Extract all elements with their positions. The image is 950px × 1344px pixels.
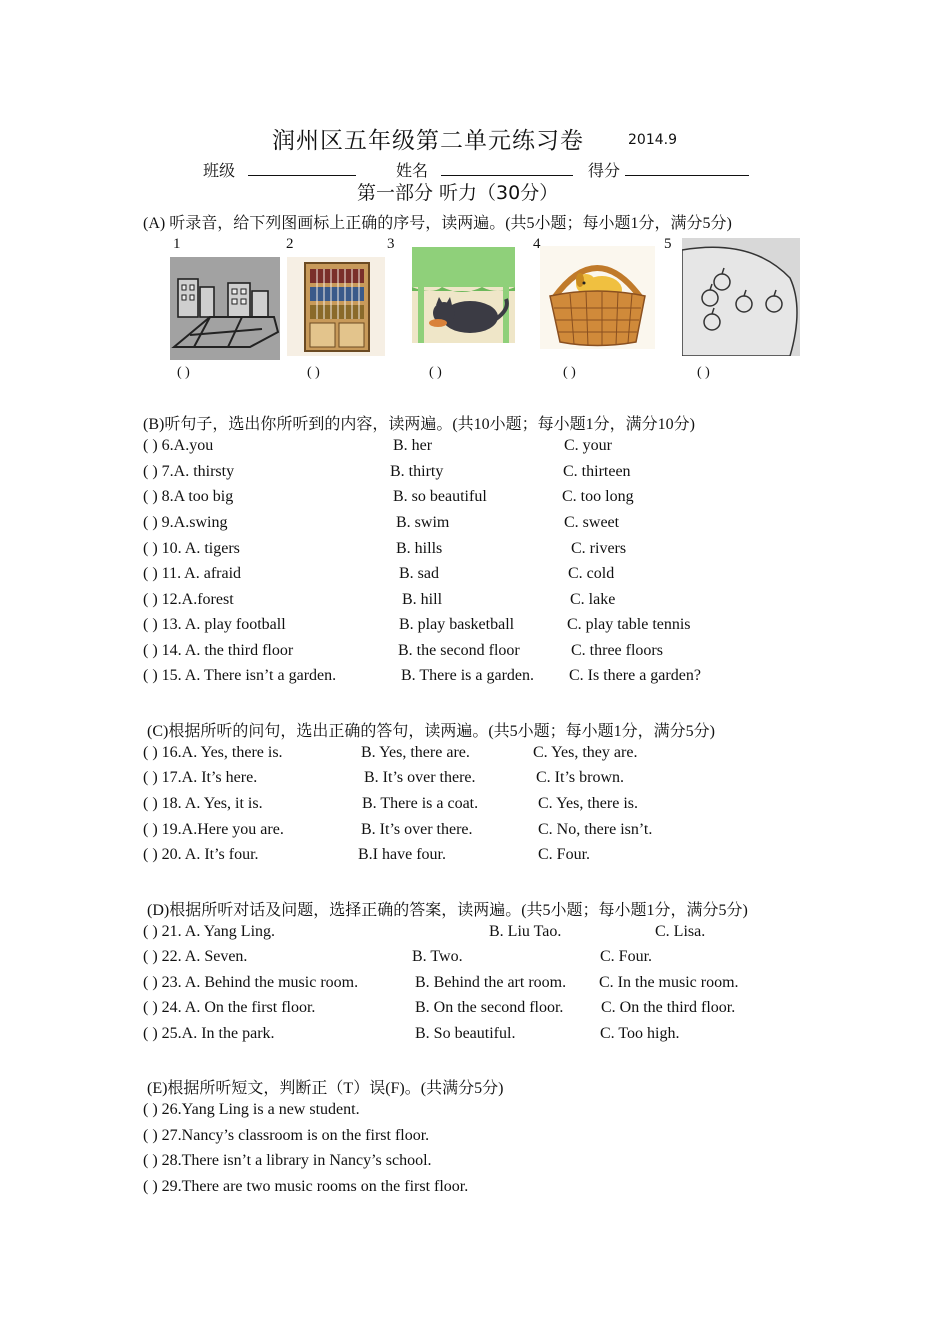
option-c: C. Yes, they are. <box>533 744 638 761</box>
question-stem[interactable]: ( ) 13. A. play football <box>143 616 286 633</box>
option-b: B. Behind the art room. <box>415 974 567 991</box>
score-blank[interactable] <box>625 161 749 176</box>
answer-blank-3[interactable]: ( ) <box>429 365 442 380</box>
picture-dog-in-basket <box>540 246 655 349</box>
class-field <box>203 158 356 181</box>
option-b: B. Liu Tao. <box>489 923 562 940</box>
option-b: B. It’s over there. <box>364 769 476 786</box>
statement[interactable]: ( ) 29.There are two music rooms on the first floor. <box>143 1178 469 1195</box>
option-c: C. Too high. <box>600 1025 680 1042</box>
question-stem[interactable]: ( ) 20. A. It’s four. <box>143 846 259 863</box>
picture-apples <box>682 238 800 356</box>
option-c: C. Four. <box>538 846 591 863</box>
answer-blank-4[interactable]: ( ) <box>563 365 576 380</box>
name-blank[interactable] <box>441 161 573 176</box>
answer-blank-2[interactable]: ( ) <box>307 365 320 380</box>
part-one-title: 第一部分 听力（30分） <box>357 182 559 204</box>
option-c: C. too long <box>562 488 634 505</box>
question-stem[interactable]: ( ) 16.A. Yes, there is. <box>143 744 283 761</box>
option-c: C. In the music room. <box>599 974 739 991</box>
picture-number-3: 3 <box>387 236 395 252</box>
option-c: C. sweet <box>564 514 620 531</box>
answer-blank-5[interactable]: ( ) <box>697 365 710 380</box>
picture-number-4: 4 <box>533 236 541 252</box>
question-stem[interactable]: ( ) 15. A. There isn’t a garden. <box>143 667 337 684</box>
section-c-instruction: (C)根据所听的问句，选出正确的答句，读两遍。(共5小题；每小题1分，满分5分) <box>147 723 715 740</box>
statement[interactable]: ( ) 28.There isn’t a library in Nancy’s school. <box>143 1152 432 1169</box>
page-title: 润州区五年级第二单元练习卷 <box>272 128 584 154</box>
question-stem[interactable]: ( ) 6.A.you <box>143 437 214 454</box>
name-label: 姓名 <box>396 161 429 180</box>
question-stem[interactable]: ( ) 17.A. It’s here. <box>143 769 258 786</box>
option-c: C. Lisa. <box>655 923 706 940</box>
option-c: C. On the third floor. <box>601 999 736 1016</box>
option-b: B. There is a coat. <box>362 795 479 812</box>
question-stem[interactable]: ( ) 24. A. On the first floor. <box>143 999 316 1016</box>
option-b: B. On the second floor. <box>415 999 564 1016</box>
option-b: B. hill <box>402 591 443 608</box>
question-stem[interactable]: ( ) 12.A.forest <box>143 591 234 608</box>
section-a-instruction: (A) 听录音，给下列图画标上正确的序号，读两遍。(共5小题；每小题1分，满分5分) <box>143 215 732 232</box>
picture-bookcase <box>287 257 385 356</box>
section-e-instruction: (E)根据所听短文，判断正（T）误(F)。(共满分5分) <box>147 1080 504 1097</box>
question-stem[interactable]: ( ) 7.A. thirsty <box>143 463 235 480</box>
option-c: C. rivers <box>571 540 627 557</box>
option-b: B. Yes, there are. <box>361 744 470 761</box>
option-c: C. cold <box>568 565 615 582</box>
option-c: C. thirteen <box>563 463 631 480</box>
section-b-instruction: (B)听句子，选出你所听到的内容，读两遍。(共10小题；每小题1分，满分10分) <box>143 416 695 433</box>
statement[interactable]: ( ) 27.Nancy’s classroom is on the first floor. <box>143 1127 430 1144</box>
picture-cat-under-table <box>412 247 515 343</box>
section-d-instruction: (D)根据所听对话及问题，选择正确的答案，读两遍。(共5小题；每小题1分，满分5分) <box>147 902 748 919</box>
picture-number-1: 1 <box>173 236 181 252</box>
question-stem[interactable]: ( ) 10. A. tigers <box>143 540 240 557</box>
score-field <box>588 158 749 181</box>
question-stem[interactable]: ( ) 22. A. Seven. <box>143 948 248 965</box>
option-c: C. It’s brown. <box>536 769 624 786</box>
picture-number-5: 5 <box>664 236 672 252</box>
question-stem[interactable]: ( ) 23. A. Behind the music room. <box>143 974 359 991</box>
option-c: C. Is there a garden? <box>569 667 701 684</box>
option-c: C. Yes, there is. <box>538 795 639 812</box>
option-b: B. thirty <box>390 463 444 480</box>
option-c: C. your <box>564 437 612 454</box>
class-label: 班级 <box>203 161 236 180</box>
option-b: B. swim <box>396 514 450 531</box>
picture-number-2: 2 <box>286 236 294 252</box>
option-c: C. Four. <box>600 948 653 965</box>
option-c: C. play table tennis <box>567 616 691 633</box>
option-b: B. There is a garden. <box>401 667 534 684</box>
option-b: B. Two. <box>412 948 463 965</box>
option-b: B. her <box>393 437 433 454</box>
option-b: B. play basketball <box>399 616 515 633</box>
question-stem[interactable]: ( ) 14. A. the third floor <box>143 642 294 659</box>
question-stem[interactable]: ( ) 8.A too big <box>143 488 234 505</box>
question-stem[interactable]: ( ) 25.A. In the park. <box>143 1025 275 1042</box>
option-b: B. hills <box>396 540 443 557</box>
option-c: C. three floors <box>571 642 663 659</box>
statement[interactable]: ( ) 26.Yang Ling is a new student. <box>143 1101 360 1118</box>
option-b: B. so beautiful <box>393 488 487 505</box>
exam-date: 2014.9 <box>628 132 677 148</box>
option-b: B.I have four. <box>358 846 446 863</box>
score-label: 得分 <box>588 161 621 180</box>
question-stem[interactable]: ( ) 11. A. afraid <box>143 565 242 582</box>
picture-buildings <box>170 257 280 360</box>
option-b: B. It’s over there. <box>361 821 473 838</box>
answer-blank-1[interactable]: ( ) <box>177 365 190 380</box>
question-stem[interactable]: ( ) 9.A.swing <box>143 514 228 531</box>
class-blank[interactable] <box>248 161 356 176</box>
option-b: B. So beautiful. <box>415 1025 516 1042</box>
question-stem[interactable]: ( ) 21. A. Yang Ling. <box>143 923 276 940</box>
option-b: B. the second floor <box>398 642 520 659</box>
question-stem[interactable]: ( ) 19.A.Here you are. <box>143 821 284 838</box>
option-c: C. lake <box>570 591 616 608</box>
question-stem[interactable]: ( ) 18. A. Yes, it is. <box>143 795 263 812</box>
option-b: B. sad <box>399 565 439 582</box>
option-c: C. No, there isn’t. <box>538 821 653 838</box>
